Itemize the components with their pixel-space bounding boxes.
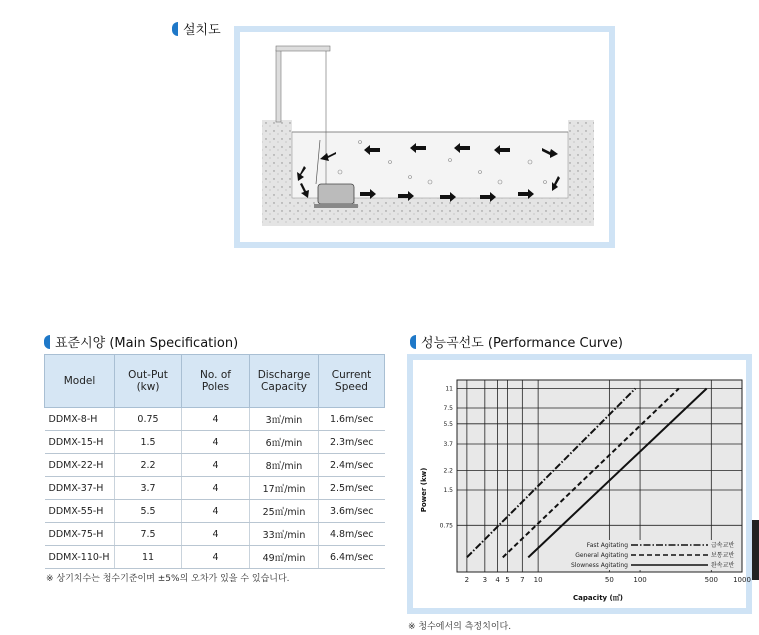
heading-marker-icon — [410, 335, 416, 349]
header-current-speed: Current Speed — [319, 355, 385, 408]
legend-label-kr: 보통교반 — [711, 552, 735, 559]
performance-curve-frame — [407, 354, 752, 614]
y-tick-label: 11 — [445, 385, 453, 393]
table-row: DDMX-15-H 1.5 4 6㎥/min 2.3m/sec — [45, 431, 385, 454]
y-tick-label: 5.5 — [443, 420, 453, 428]
page-edge-bar — [752, 520, 759, 580]
header-poles: No. of Poles — [182, 355, 250, 408]
table-row: DDMX-8-H 0.75 4 3㎥/min 1.6m/sec — [45, 408, 385, 431]
y-tick-label: 2.2 — [443, 467, 453, 475]
crane-arm — [276, 46, 330, 51]
mixer-base — [314, 204, 358, 208]
header-model: Model — [45, 355, 115, 408]
x-tick-label: 50 — [604, 576, 614, 584]
spec-note: ※ 상기치수는 청수기준이며 ±5%의 오차가 있을 수 있습니다. — [46, 574, 290, 584]
spec-heading — [44, 332, 238, 351]
install-heading — [172, 19, 221, 38]
installation-drawing-frame — [234, 26, 615, 248]
curve-title: 성능곡선도 (Performance Curve) — [421, 336, 623, 351]
y-tick-label: 7.5 — [443, 405, 453, 413]
main-specification-table — [44, 354, 385, 569]
x-tick-label: 4 — [495, 576, 500, 584]
mixer-body — [318, 184, 354, 204]
legend — [561, 540, 739, 570]
x-tick-label: 7 — [520, 576, 525, 584]
install-title: 설치도 — [183, 23, 221, 38]
x-tick-label: 100 — [633, 576, 647, 584]
x-tick-label: 1000 — [733, 576, 751, 584]
table-row: DDMX-110-H 11 4 49㎥/min 6.4m/sec — [45, 546, 385, 569]
y-axis-label: Power (kw) — [420, 467, 428, 513]
spec-title: 표준시양 (Main Specification) — [55, 336, 239, 351]
x-tick-label: 3 — [482, 576, 488, 584]
x-tick-label: 5 — [505, 576, 510, 584]
tank-floor — [262, 198, 594, 226]
legend-label: General Agitating — [575, 552, 628, 559]
header-discharge-capacity: Discharge Capacity — [250, 355, 319, 408]
table-row: DDMX-75-H 7.5 4 33㎥/min 4.8m/sec — [45, 523, 385, 546]
legend-label-kr: 급속교반 — [711, 542, 735, 549]
performance-curve — [413, 360, 751, 608]
table-row: DDMX-55-H 5.5 4 25㎥/min 3.6m/sec — [45, 500, 385, 523]
heading-marker-icon — [172, 22, 178, 36]
x-axis-label: Capacity (㎥) — [573, 594, 623, 602]
y-tick-label: 0.75 — [439, 522, 453, 530]
table-row: DDMX-37-H 3.7 4 17㎥/min 2.5m/sec — [45, 477, 385, 500]
legend-label: Slowness Agitating — [571, 562, 628, 569]
x-tick-label: 10 — [533, 576, 543, 584]
spec-header-row — [45, 355, 385, 408]
legend-label-kr: 완속교반 — [711, 562, 735, 569]
y-tick-label: 3.7 — [443, 441, 453, 449]
curve-heading — [410, 332, 623, 351]
x-tick-label: 2 — [464, 576, 470, 584]
installation-drawing — [240, 32, 609, 242]
x-tick-label: 500 — [704, 576, 719, 584]
curve-note: ※ 청수에서의 측정치이다. — [408, 622, 512, 632]
crane-post — [276, 50, 281, 122]
performance-curve-chart — [413, 360, 751, 608]
table-row: DDMX-22-H 2.2 4 8㎥/min 2.4m/sec — [45, 454, 385, 477]
x-tick-labels — [465, 576, 751, 584]
header-output: Out-Put (kw) — [115, 355, 182, 408]
y-tick-label: 1.5 — [443, 487, 453, 495]
installation-diagram-svg — [240, 32, 609, 242]
legend-label: Fast Agitating — [586, 542, 628, 549]
heading-marker-icon — [44, 335, 50, 349]
y-tick-labels — [440, 386, 454, 530]
